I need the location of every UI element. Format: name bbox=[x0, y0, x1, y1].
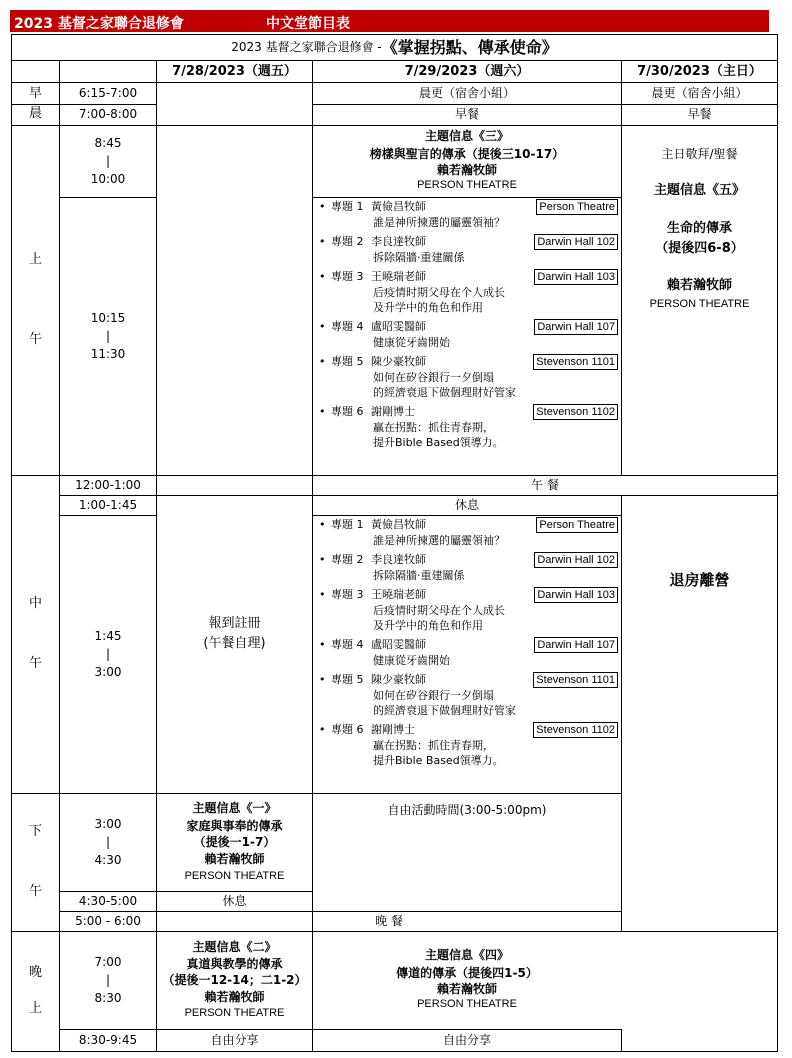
day-header-sat: 7/29/2023（週六） bbox=[404, 64, 530, 80]
sat-message-3: 主題信息《三》 榜樣與聖言的傳承（提後三10-17） 賴若瀚牧師 PERSON THEATRE bbox=[369, 129, 565, 192]
sun-checkout: 退房離營 bbox=[669, 571, 730, 589]
topic-room: Stevenson 1101 bbox=[533, 354, 618, 370]
day-header-fri: 7/28/2023（週五） bbox=[172, 64, 297, 80]
topic-speaker: 李良達牧師 bbox=[371, 235, 426, 248]
topic-speaker: 王曉瑞老師 bbox=[371, 588, 426, 601]
time-slot: 10:15 | 11:30 bbox=[90, 311, 126, 361]
topic-title-line: 誰是神所揀選的屬靈領袖？ bbox=[373, 216, 505, 229]
topic-title-line: 拆除隔牆·重建關係 bbox=[373, 251, 465, 264]
topic-room: Darwin Hall 103 bbox=[534, 269, 618, 285]
header-bar bbox=[10, 10, 769, 32]
topic-row bbox=[313, 517, 621, 533]
topic-title-line: 如何在矽谷銀行一夕倒塌 bbox=[373, 371, 494, 384]
topic-title-line: 的經濟衰退下做個理財好管家 bbox=[373, 386, 516, 399]
topic-room: Stevenson 1102 bbox=[533, 722, 618, 738]
topic-title-line: 贏在拐點：抓住青春期， bbox=[373, 739, 494, 752]
topic-row bbox=[313, 269, 621, 285]
topic-speaker: 謝剛博士 bbox=[371, 723, 415, 736]
topic-number: 專題 5 bbox=[331, 673, 364, 686]
time-slot: 7:00-8:00 bbox=[78, 107, 138, 122]
topic-title-line: 提升Bible Based領導力。 bbox=[373, 754, 504, 767]
topic-row bbox=[313, 587, 621, 603]
topic-title-line: 贏在拐點：抓住青春期， bbox=[373, 421, 494, 434]
fri-registration: 報到註冊 (午餐自理) bbox=[203, 616, 266, 651]
bullet: • bbox=[319, 270, 326, 283]
topic-number: 專題 3 bbox=[331, 588, 364, 601]
dinner: 晚 餐 bbox=[375, 913, 403, 928]
topic-room: Stevenson 1102 bbox=[533, 404, 618, 420]
bullet: • bbox=[319, 405, 326, 418]
topic-speaker: 陳少豪牧師 bbox=[371, 673, 426, 686]
subtitle bbox=[12, 35, 777, 60]
time-slot: 1:45 | 3:00 bbox=[94, 629, 122, 679]
period-noon: 中 午 bbox=[28, 596, 42, 671]
topic-row bbox=[313, 637, 621, 653]
sat-breakfast: 早餐 bbox=[454, 107, 479, 122]
bullet: • bbox=[319, 518, 326, 531]
topic-number: 專題 1 bbox=[331, 200, 364, 213]
topic-title-line: 如何在矽谷銀行一夕倒塌 bbox=[373, 689, 494, 702]
topic-number: 專題 4 bbox=[331, 320, 364, 333]
sat-lunch: 午 餐 bbox=[531, 477, 559, 492]
sat-rest: 休息 bbox=[454, 497, 479, 512]
topic-title-line: 提升Bible Based領導力。 bbox=[373, 436, 504, 449]
topic-speaker: 李良達牧師 bbox=[371, 553, 426, 566]
topic-number: 專題 6 bbox=[331, 723, 364, 736]
period-afternoon: 下 午 bbox=[28, 824, 42, 899]
topic-room: Darwin Hall 107 bbox=[534, 637, 618, 653]
topic-room: Stevenson 1101 bbox=[533, 672, 618, 688]
topic-title-line: 健康從牙齒開始 bbox=[373, 654, 450, 667]
fri-free-share: 自由分享 bbox=[210, 1032, 259, 1047]
topic-title-line: 的經濟衰退下做個理財好管家 bbox=[373, 704, 516, 717]
time-slot: 8:30-9:45 bbox=[78, 1032, 138, 1047]
topic-number: 專題 6 bbox=[331, 405, 364, 418]
period-morning: 早 晨 bbox=[28, 86, 42, 121]
topic-room: Darwin Hall 102 bbox=[534, 552, 618, 568]
topic-row bbox=[313, 672, 621, 688]
bullet: • bbox=[319, 355, 326, 368]
topic-number: 專題 3 bbox=[331, 270, 364, 283]
sat-message-4: 主題信息《四》 傳道的傳承（提後四1-5） 賴若瀚牧師 PERSON THEATRE bbox=[396, 948, 538, 1011]
time-slot: 1:00-1:45 bbox=[78, 497, 138, 512]
sat-devotion: 晨更（宿舍小組） bbox=[418, 86, 515, 101]
topic-room: Person Theatre bbox=[536, 199, 618, 215]
topic-speaker: 謝剛博士 bbox=[371, 405, 415, 418]
topic-room: Darwin Hall 102 bbox=[534, 234, 618, 250]
sat-topic-list-morning bbox=[313, 199, 621, 454]
time-slot: 3:00 | 4:30 bbox=[94, 817, 122, 867]
bullet: • bbox=[319, 673, 326, 686]
sat-free-share: 自由分享 bbox=[442, 1032, 491, 1047]
header-org: 2023 基督之家聯合退修會 bbox=[14, 16, 184, 32]
period-evening: 晚 上 bbox=[28, 965, 42, 1016]
bullet: • bbox=[319, 553, 326, 566]
sat-free-time: 自由活動時間(3:00-5:00pm) bbox=[387, 802, 547, 817]
subtitle-theme: 《掌握拐點、傳承使命》 bbox=[381, 37, 558, 57]
day-header-sun: 7/30/2023（主日） bbox=[637, 64, 762, 80]
topic-row bbox=[313, 404, 621, 420]
topic-number: 專題 2 bbox=[331, 235, 364, 248]
topic-number: 專題 2 bbox=[331, 553, 364, 566]
fri-message-1: 主題信息《一》 家庭與事奉的傳承 （提後一1-7） 賴若瀚牧師 PERSON THEATRE bbox=[184, 800, 285, 883]
time-slot: 4:30-5:00 bbox=[78, 893, 138, 908]
header-title: 中文堂節目表 bbox=[266, 16, 350, 32]
topic-speaker: 盧昭雯醫師 bbox=[371, 638, 426, 651]
topic-row bbox=[313, 319, 621, 335]
topic-row bbox=[313, 199, 621, 215]
topic-title-line: 及升学中的角色和作用 bbox=[373, 619, 483, 632]
topic-room: Person Theatre bbox=[536, 517, 618, 533]
time-slot: 5:00 - 6:00 bbox=[75, 913, 141, 928]
topic-number: 專題 5 bbox=[331, 355, 364, 368]
topic-speaker: 盧昭雯醫師 bbox=[371, 320, 426, 333]
topic-room: Darwin Hall 107 bbox=[534, 319, 618, 335]
period-forenoon: 上 午 bbox=[28, 252, 42, 347]
bullet: • bbox=[319, 200, 326, 213]
topic-row bbox=[313, 722, 621, 738]
topic-title-line: 及升学中的角色和作用 bbox=[373, 301, 483, 314]
topic-speaker: 陳少豪牧師 bbox=[371, 355, 426, 368]
topic-title-line: 后疫情时期父母在个人成长 bbox=[373, 286, 505, 299]
topic-title-line: 拆除隔牆·重建關係 bbox=[373, 569, 465, 582]
fri-rest: 休息 bbox=[222, 893, 247, 908]
time-slot: 8:45 | 10:00 bbox=[90, 136, 126, 186]
bullet: • bbox=[319, 588, 326, 601]
topic-speaker: 黃儉昌牧師 bbox=[371, 200, 426, 213]
topic-speaker: 王曉瑞老師 bbox=[371, 270, 426, 283]
time-slot: 6:15-7:00 bbox=[78, 86, 138, 101]
sun-devotion: 晨更（宿舍小組） bbox=[651, 86, 748, 101]
sun-breakfast: 早餐 bbox=[687, 107, 712, 122]
sat-topic-list-afternoon bbox=[313, 517, 621, 772]
bullet: • bbox=[319, 638, 326, 651]
subtitle-prefix: 2023 基督之家聯合退修會 - bbox=[231, 40, 382, 55]
time-slot: 7:00 | 8:30 bbox=[94, 955, 122, 1005]
bullet: • bbox=[319, 320, 326, 333]
topic-title-line: 健康從牙齒開始 bbox=[373, 336, 450, 349]
topic-room: Darwin Hall 103 bbox=[534, 587, 618, 603]
topic-title-line: 誰是神所揀選的屬靈領袖？ bbox=[373, 534, 505, 547]
topic-speaker: 黃儉昌牧師 bbox=[371, 518, 426, 531]
topic-row bbox=[313, 234, 621, 250]
topic-title-line: 后疫情时期父母在个人成长 bbox=[373, 604, 505, 617]
fri-message-2: 主題信息《二》 真道與教學的傳承 （提後一12-14；二1-2） 賴若瀚牧師 PERSON THEATRE bbox=[162, 939, 307, 1020]
topic-number: 專題 1 bbox=[331, 518, 364, 531]
topic-number: 專題 4 bbox=[331, 638, 364, 651]
topic-row bbox=[313, 354, 621, 370]
bullet: • bbox=[319, 235, 326, 248]
bullet: • bbox=[319, 723, 326, 736]
topic-row bbox=[313, 552, 621, 568]
time-slot: 12:00-1:00 bbox=[75, 477, 141, 492]
sun-worship-block: 主日敬拜/聖餐 主題信息《五》 生命的傳承 （提後四6-8） 賴若瀚牧師 PERSON THEATRE bbox=[649, 147, 750, 310]
